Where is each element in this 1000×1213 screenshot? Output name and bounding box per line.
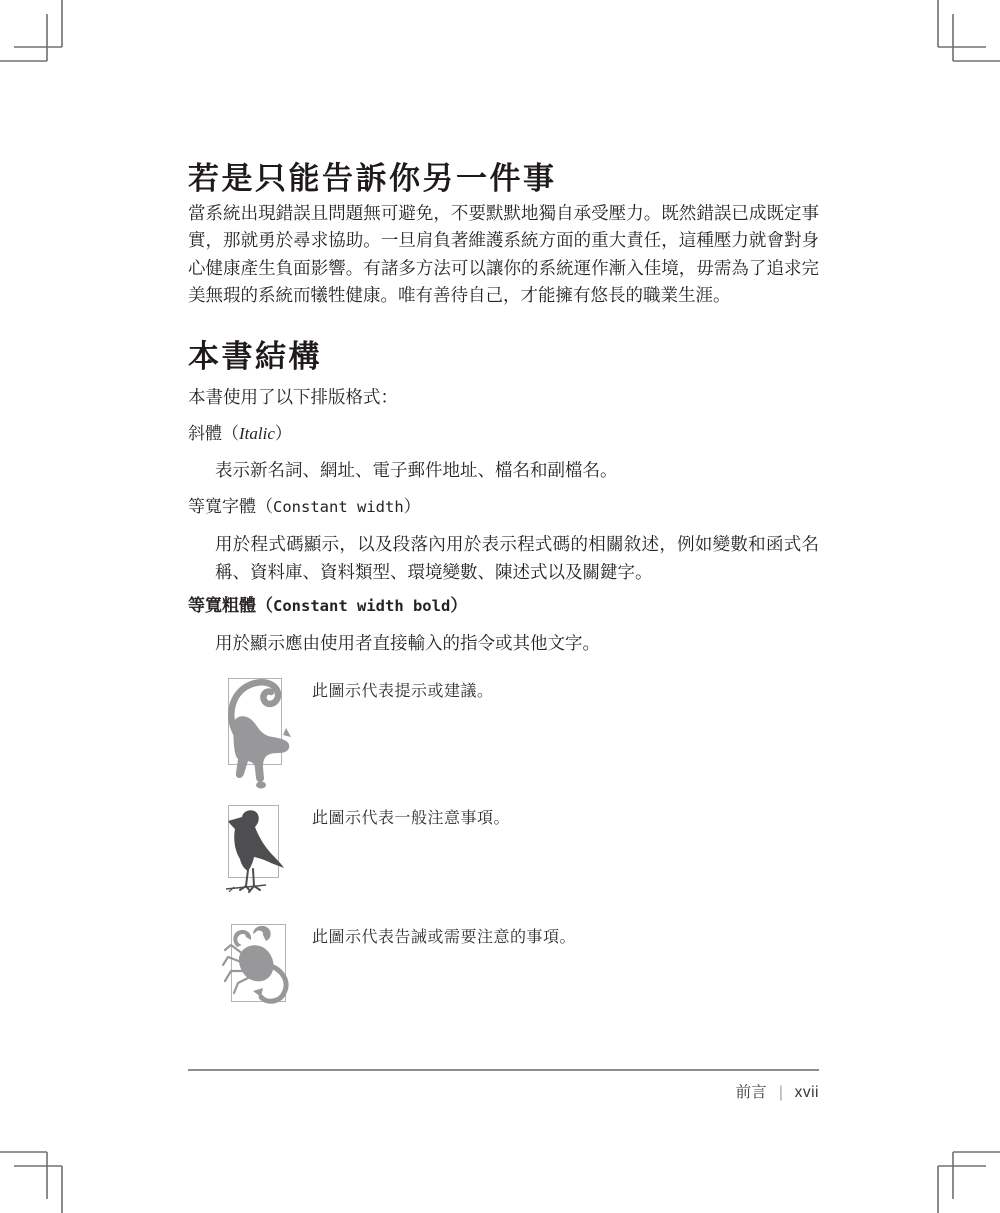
crow-icon xyxy=(220,802,300,902)
note-general-text: 此圖示代表一般注意事項。 xyxy=(312,810,511,827)
note-tip xyxy=(188,675,819,793)
convention-term-constant-width-bold xyxy=(188,593,819,619)
footer xyxy=(188,1080,819,1102)
term-latin-italic: Italic xyxy=(239,424,275,443)
crop-mark-top-right xyxy=(938,0,1000,61)
crop-mark-top-left xyxy=(0,0,62,61)
footer-section-label: 前言 xyxy=(735,1084,767,1101)
convention-term-constant-width xyxy=(188,494,819,520)
crop-mark-bottom-right xyxy=(938,1152,1000,1213)
footer-page-number: xvii xyxy=(794,1084,819,1101)
term-latin-mono: Constant width xyxy=(273,498,404,516)
paragraph-last-advice: 當系統出現錯誤且問題無可避免，不要默默地獨自承受壓力。既然錯誤已成既定事實，那就勇於尋求協助。一旦肩負著維護系統方面的重大責任，這種壓力就會對身心健康產生負面影響。有諸多方法可以讓你的系統運作漸入佳境，毋需為了追求完美無瑕的系統而犧牲健康。唯有善待自己，才能擁有悠長的職業生涯。 xyxy=(188,203,819,306)
convention-desc-constant-width-bold: 用於顯示應由使用者直接輸入的指令或其他文字。 xyxy=(215,633,600,653)
convention-desc-constant-width: 用於程式碼顯示，以及段落內用於表示程式碼的相關敘述，例如變數和函式名稱、資料庫、資料類型、環境變數、陳述式以及關鍵字。 xyxy=(215,534,819,582)
term-latin-mono-bold: Constant width bold xyxy=(273,597,451,615)
note-warning-text: 此圖示代表告誡或需要注意的事項。 xyxy=(312,929,577,946)
convention-desc-italic: 表示新名詞、網址、電子郵件地址、檔名和副檔名。 xyxy=(215,460,618,480)
convention-term-italic xyxy=(188,421,819,447)
conventions-intro: 本書使用了以下排版格式： xyxy=(188,387,398,407)
heading-last-advice: 若是只能告訴你另一件事 xyxy=(188,161,557,196)
note-general xyxy=(188,802,819,902)
note-warning xyxy=(188,921,819,1026)
term-close: ） xyxy=(450,596,468,615)
lemur-icon xyxy=(220,675,300,793)
footer-rule xyxy=(188,1069,819,1071)
term-close: ） xyxy=(274,424,292,443)
term-cjk: 斜體（ xyxy=(188,424,239,443)
heading-book-structure: 本書結構 xyxy=(188,339,322,374)
note-tip-text: 此圖示代表提示或建議。 xyxy=(312,683,494,700)
term-cjk: 等寬粗體（ xyxy=(188,596,273,615)
footer-separator: | xyxy=(779,1084,782,1101)
term-close: ） xyxy=(403,497,421,516)
scorpion-icon xyxy=(220,921,300,1026)
term-cjk: 等寬字體（ xyxy=(188,497,273,516)
crop-mark-bottom-left xyxy=(0,1152,62,1213)
